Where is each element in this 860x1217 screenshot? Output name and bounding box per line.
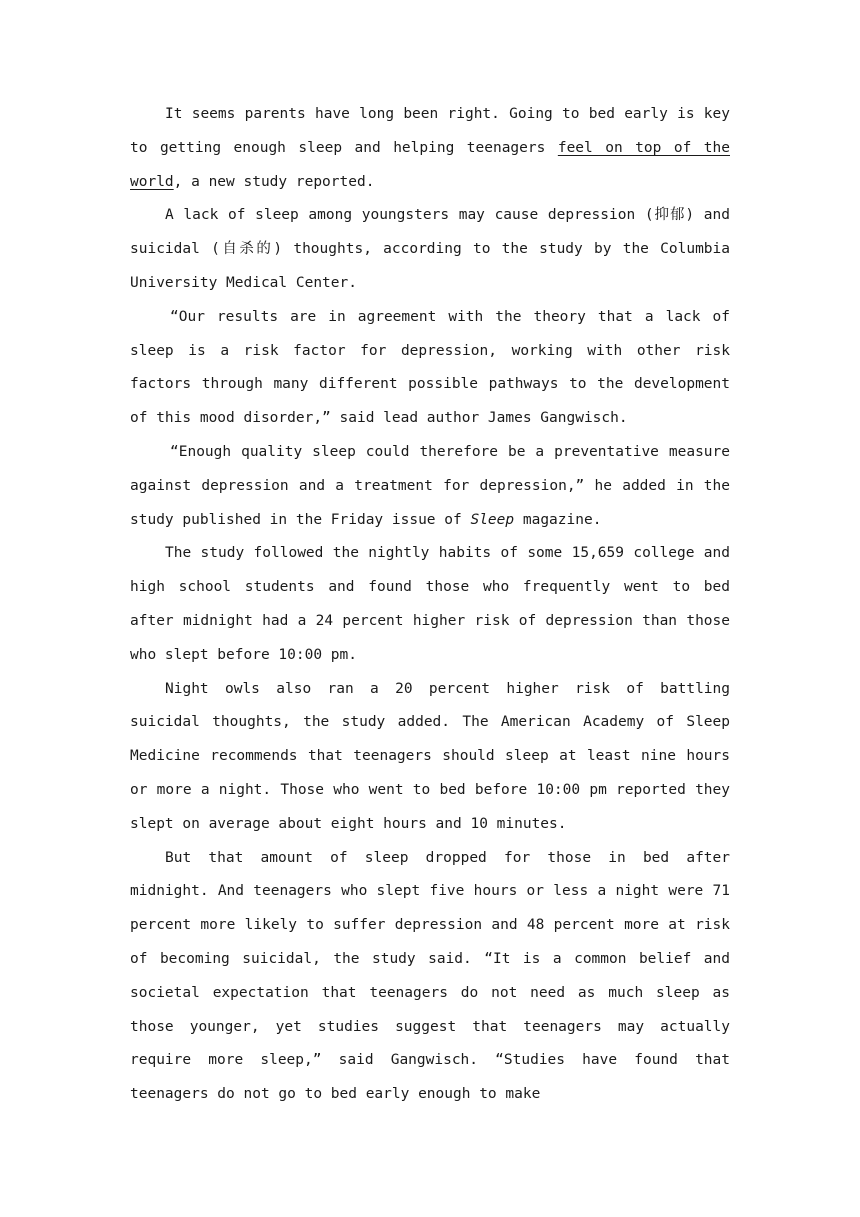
paragraph-4	[130, 436, 730, 537]
paragraph-2: A lack of sleep among youngsters may cause depression (抑郁) and suicidal (自杀的) thoughts, according to the study by the Columbia University Medical Center.	[130, 207, 730, 291]
paragraph-4-text-b: magazine.	[514, 511, 602, 528]
paragraph-5: The study followed the nightly habits of some 15,659 college and high school students and found those who frequently went to bed after midnight had a 24 percent higher risk of depression than those who slept before 10:00 pm.	[130, 545, 730, 663]
paragraph-3: “Our results are in agreement with the theory that a lack of sleep is a risk factor for depression, working with other risk factors through many different possible pathways to the development of this mood disorder,” said lead author James Gangwisch.	[130, 308, 730, 427]
paragraph-7: But that amount of sleep dropped for those in bed after midnight. And teenagers who slept five hours or less a night were 71 percent more likely to suffer depression and 48 percent more at risk of becoming suicidal, the study said. “It is a common belief and societal expectation that teenagers do not need as much sleep as those younger, yet studies suggest that teenagers may actually require more sleep,” said Gangwisch. “Studies have found that teenagers do not go to bed early enough to make	[130, 849, 730, 1103]
paragraph-1-text-a: It seems parents have long been right. Going to bed early is key to getting enough sleep and helping teenagers	[130, 106, 730, 156]
paragraph-4-text-a: “Enough quality sleep could therefore be a preventative measure against depression and a treatment for depression,” he added in the study published in the Friday issue of	[130, 443, 730, 528]
magazine-title: Sleep	[470, 511, 515, 528]
paragraph-1	[130, 98, 730, 199]
paragraph-1-text-b: , a new study reported.	[173, 173, 375, 190]
underlined-phrase: feel on top of the world	[130, 139, 730, 190]
article-body	[130, 98, 730, 1112]
paragraph-6: Night owls also ran a 20 percent higher risk of battling suicidal thoughts, the study added. The American Academy of Sleep Medicine recommends that teenagers should sleep at least nine hours or more a night. Those who went to bed before 10:00 pm reported they slept on average about eight hours and 10 minutes.	[130, 680, 730, 832]
